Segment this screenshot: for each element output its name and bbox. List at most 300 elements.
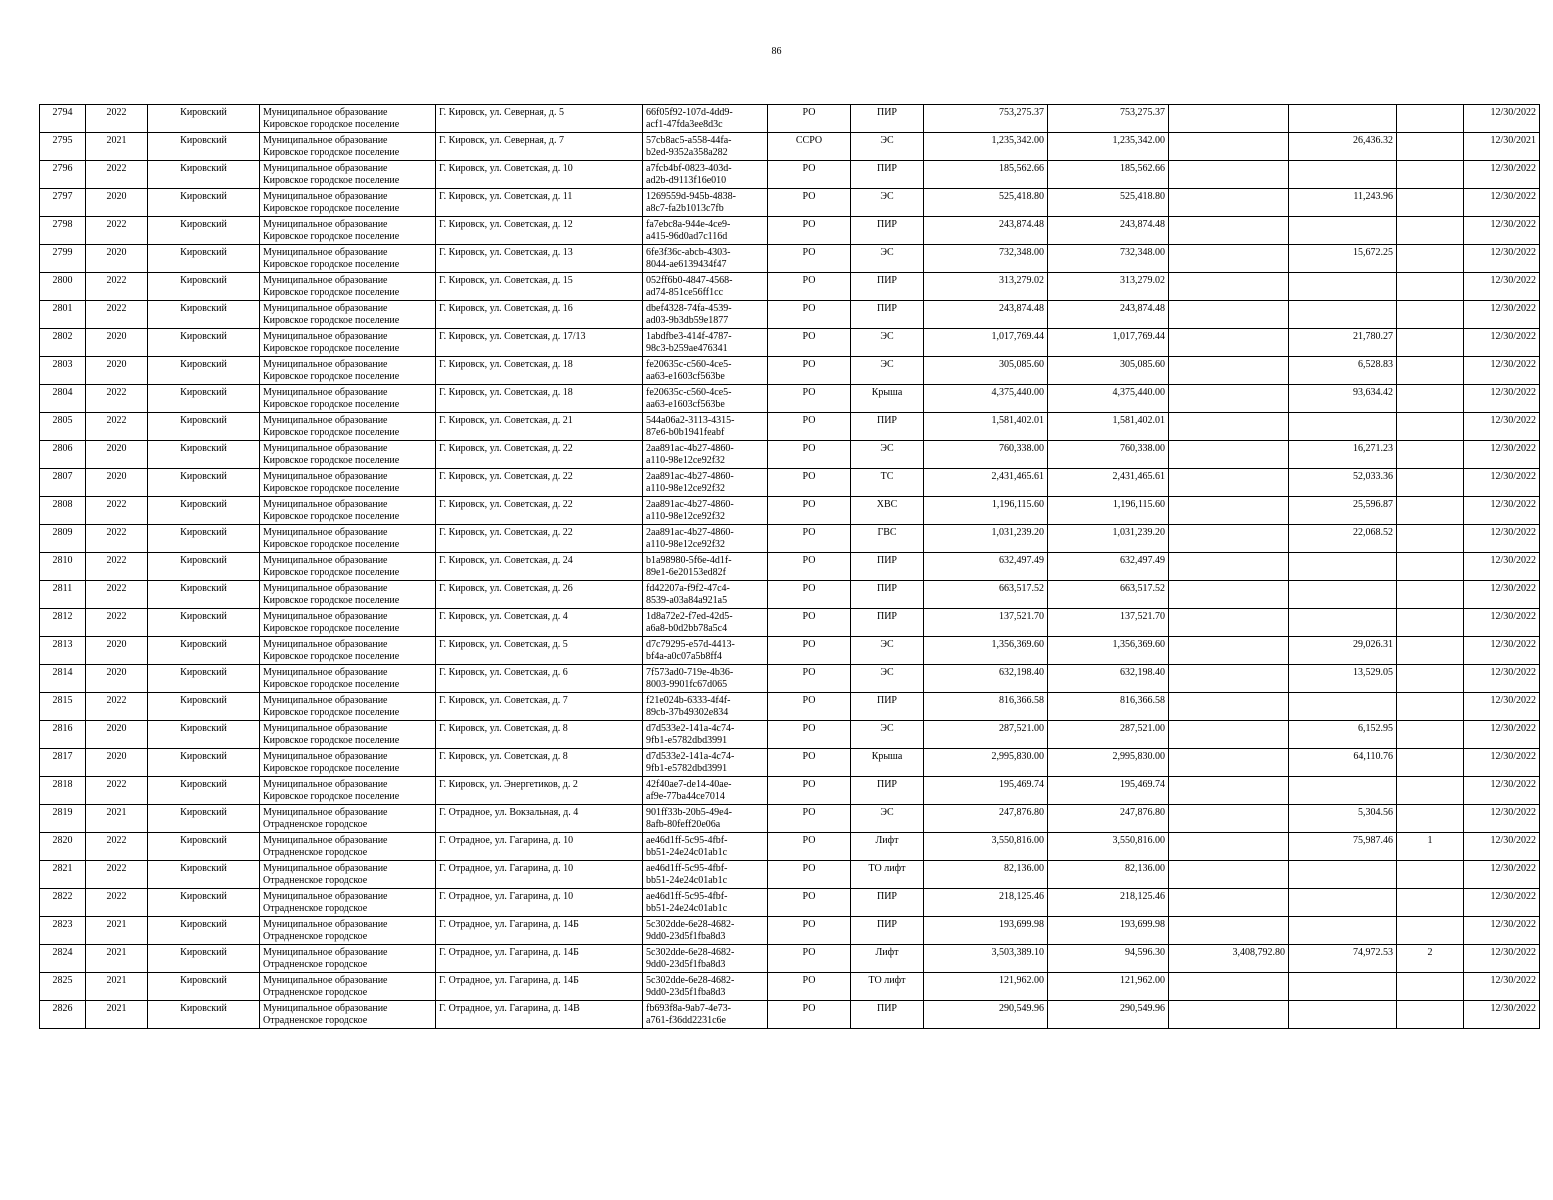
cell-units	[1397, 217, 1464, 245]
cell-address-text: Г. Кировск, ул. Советская, д. 7	[439, 695, 568, 706]
cell-deadline-text: 12/30/2022	[1490, 807, 1536, 818]
cell-year	[86, 357, 148, 385]
cell-municipality-text: Муниципальное образование	[263, 667, 388, 678]
cell-control-amount	[1289, 553, 1397, 581]
cell-control-amount	[1289, 749, 1397, 777]
cell-house-guid	[643, 105, 768, 133]
cell-year-text: 2020	[106, 359, 127, 370]
cell-address-text: Г. Отрадное, ул. Гагарина, д. 14Б	[439, 947, 579, 958]
cell-municipality-text: Муниципальное образование	[263, 1003, 388, 1014]
cell-house-guid-text: a110-98e12ce92f32	[646, 539, 726, 550]
cell-address-text: Г. Кировск, ул. Советская, д. 5	[439, 639, 568, 650]
cell-house-guid-text: f21e024b-6333-4f4f-	[646, 695, 731, 706]
cell-deadline	[1464, 161, 1540, 189]
cell-municipality	[260, 581, 436, 609]
cell-municipality-text: Отрадненское городское	[263, 875, 368, 886]
cell-deadline	[1464, 861, 1540, 889]
cell-row-number-text: 2807	[52, 471, 73, 482]
cell-house-guid-text: bf4a-a0c07a5b8ff4	[646, 651, 722, 662]
cell-work-type	[851, 413, 924, 441]
cell-municipality	[260, 917, 436, 945]
cell-year	[86, 833, 148, 861]
cell-address	[436, 217, 643, 245]
cell-deadline	[1464, 1001, 1540, 1029]
cell-year-text: 2022	[106, 387, 127, 398]
cell-fund-amount	[1048, 553, 1169, 581]
cell-year-text: 2021	[106, 807, 127, 818]
cell-municipality-text: Кировское городское поселение	[263, 791, 400, 802]
cell-year	[86, 917, 148, 945]
cell-total-cost	[924, 413, 1048, 441]
cell-year-text: 2022	[106, 779, 127, 790]
cell-fund-amount-text: 1,235,342.00	[1112, 135, 1165, 146]
table-row	[40, 833, 1540, 861]
table-row	[40, 777, 1540, 805]
cell-program-text: РО	[802, 695, 816, 706]
cell-house-guid	[643, 413, 768, 441]
cell-house-guid	[643, 385, 768, 413]
cell-district	[148, 637, 260, 665]
cell-fund-amount-text: 525,418.80	[1120, 191, 1165, 202]
cell-house-guid	[643, 861, 768, 889]
cell-work-type-text: ПИР	[876, 919, 897, 930]
cell-address	[436, 777, 643, 805]
cell-fund-amount-text: 632,198.40	[1120, 667, 1165, 678]
cell-year	[86, 385, 148, 413]
cell-total-cost	[924, 245, 1048, 273]
cell-year	[86, 945, 148, 973]
cell-house-guid-text: a761-f36dd2231c6e	[646, 1015, 726, 1026]
cell-house-guid	[643, 329, 768, 357]
cell-deadline-text: 12/30/2022	[1490, 667, 1536, 678]
cell-other-amount	[1169, 861, 1289, 889]
cell-house-guid	[643, 945, 768, 973]
cell-work-type	[851, 105, 924, 133]
cell-other-amount	[1169, 525, 1289, 553]
cell-program	[768, 273, 851, 301]
cell-address-text: Г. Кировск, ул. Советская, д. 15	[439, 275, 573, 286]
cell-fund-amount-text: 1,031,239.20	[1112, 527, 1165, 538]
cell-municipality-text: Кировское городское поселение	[263, 315, 400, 326]
cell-units	[1397, 665, 1464, 693]
cell-control-amount	[1289, 861, 1397, 889]
cell-deadline-text: 12/30/2022	[1490, 107, 1536, 118]
cell-municipality-text: Кировское городское поселение	[263, 259, 400, 270]
cell-program	[768, 917, 851, 945]
cell-address-text: Г. Кировск, ул. Советская, д. 22	[439, 471, 573, 482]
cell-fund-amount	[1048, 413, 1169, 441]
cell-year-text: 2022	[106, 835, 127, 846]
cell-year	[86, 861, 148, 889]
cell-work-type	[851, 133, 924, 161]
cell-total-cost-text: 137,521.70	[999, 611, 1044, 622]
cell-deadline	[1464, 889, 1540, 917]
cell-year	[86, 693, 148, 721]
cell-municipality	[260, 525, 436, 553]
cell-other-amount	[1169, 973, 1289, 1001]
cell-total-cost-text: 753,275.37	[999, 107, 1044, 118]
cell-row-number	[40, 805, 86, 833]
cell-address-text: Г. Кировск, ул. Советская, д. 21	[439, 415, 573, 426]
cell-work-type-text: ПИР	[876, 219, 897, 230]
cell-program	[768, 413, 851, 441]
cell-row-number-text: 2795	[52, 135, 73, 146]
cell-row-number	[40, 721, 86, 749]
cell-municipality-text: Муниципальное образование	[263, 947, 388, 958]
cell-address	[436, 189, 643, 217]
cell-work-type	[851, 609, 924, 637]
cell-house-guid-text: aa63-e1603cf563be	[646, 399, 725, 410]
cell-other-amount	[1169, 441, 1289, 469]
cell-program	[768, 469, 851, 497]
cell-other-amount	[1169, 805, 1289, 833]
cell-district-text: Кировский	[180, 779, 227, 790]
cell-municipality	[260, 553, 436, 581]
cell-fund-amount-text: 313,279.02	[1120, 275, 1165, 286]
cell-deadline-text: 12/30/2022	[1490, 639, 1536, 650]
cell-deadline-text: 12/30/2022	[1490, 779, 1536, 790]
cell-fund-amount-text: 290,549.96	[1120, 1003, 1165, 1014]
cell-year	[86, 161, 148, 189]
cell-district	[148, 581, 260, 609]
cell-house-guid-text: a110-98e12ce92f32	[646, 455, 726, 466]
cell-total-cost	[924, 301, 1048, 329]
cell-district-text: Кировский	[180, 751, 227, 762]
cell-municipality-text: Кировское городское поселение	[263, 539, 400, 550]
table-row	[40, 749, 1540, 777]
cell-total-cost-text: 313,279.02	[999, 275, 1044, 286]
cell-fund-amount	[1048, 861, 1169, 889]
cell-municipality	[260, 469, 436, 497]
cell-work-type-text: ПИР	[876, 779, 897, 790]
cell-work-type-text: ПИР	[876, 107, 897, 118]
cell-other-amount	[1169, 413, 1289, 441]
cell-row-number-text: 2821	[52, 863, 73, 874]
cell-municipality	[260, 721, 436, 749]
cell-total-cost	[924, 161, 1048, 189]
cell-fund-amount	[1048, 217, 1169, 245]
cell-row-number-text: 2801	[52, 303, 73, 314]
cell-program	[768, 609, 851, 637]
cell-address	[436, 525, 643, 553]
cell-district	[148, 357, 260, 385]
cell-municipality-text: Муниципальное образование	[263, 331, 388, 342]
cell-program-text: РО	[802, 639, 816, 650]
cell-year	[86, 133, 148, 161]
cell-units	[1397, 497, 1464, 525]
cell-district	[148, 945, 260, 973]
cell-row-number	[40, 945, 86, 973]
cell-work-type	[851, 329, 924, 357]
cell-address	[436, 581, 643, 609]
cell-units	[1397, 861, 1464, 889]
table-row	[40, 329, 1540, 357]
cell-control-amount-text: 6,528.83	[1358, 359, 1393, 370]
cell-units	[1397, 833, 1464, 861]
cell-municipality	[260, 609, 436, 637]
cell-year-text: 2022	[106, 611, 127, 622]
cell-district	[148, 833, 260, 861]
cell-year-text: 2022	[106, 527, 127, 538]
cell-year-text: 2022	[106, 583, 127, 594]
cell-house-guid-text: 8044-ae6139434f47	[646, 259, 727, 270]
cell-row-number-text: 2800	[52, 275, 73, 286]
cell-total-cost	[924, 385, 1048, 413]
cell-fund-amount-text: 1,356,369.60	[1112, 639, 1165, 650]
cell-fund-amount-text: 243,874.48	[1120, 303, 1165, 314]
cell-year	[86, 189, 148, 217]
cell-work-type	[851, 273, 924, 301]
cell-year	[86, 497, 148, 525]
cell-control-amount	[1289, 889, 1397, 917]
cell-deadline	[1464, 301, 1540, 329]
cell-control-amount	[1289, 301, 1397, 329]
cell-address-text: Г. Кировск, ул. Советская, д. 16	[439, 303, 573, 314]
cell-fund-amount	[1048, 665, 1169, 693]
cell-address	[436, 273, 643, 301]
cell-municipality-text: Муниципальное образование	[263, 443, 388, 454]
cell-total-cost-text: 287,521.00	[999, 723, 1044, 734]
cell-row-number	[40, 525, 86, 553]
table-row	[40, 497, 1540, 525]
cell-house-guid-text: ae46d1ff-5c95-4fbf-	[646, 891, 728, 902]
cell-program-text: РО	[802, 807, 816, 818]
cell-house-guid	[643, 1001, 768, 1029]
cell-district-text: Кировский	[180, 275, 227, 286]
cell-control-amount	[1289, 581, 1397, 609]
cell-address-text: Г. Отрадное, ул. Гагарина, д. 14Б	[439, 975, 579, 986]
cell-units	[1397, 413, 1464, 441]
cell-other-amount	[1169, 889, 1289, 917]
cell-program	[768, 833, 851, 861]
cell-house-guid-text: 5c302dde-6e28-4682-	[646, 947, 735, 958]
cell-house-guid	[643, 917, 768, 945]
cell-address-text: Г. Кировск, ул. Советская, д. 8	[439, 723, 568, 734]
cell-units	[1397, 777, 1464, 805]
cell-work-type-text: ЭС	[880, 443, 894, 454]
cell-municipality-text: Кировское городское поселение	[263, 119, 400, 130]
cell-house-guid-text: a7fcb4bf-0823-403d-	[646, 163, 732, 174]
cell-deadline	[1464, 525, 1540, 553]
cell-municipality-text: Отрадненское городское	[263, 1015, 368, 1026]
cell-house-guid-text: bb51-24e24c01ab1c	[646, 875, 728, 886]
cell-district	[148, 189, 260, 217]
cell-row-number-text: 2817	[52, 751, 73, 762]
cell-work-type-text: Лифт	[875, 947, 899, 958]
cell-row-number-text: 2799	[52, 247, 73, 258]
cell-work-type-text: ХВС	[876, 499, 898, 510]
table-row	[40, 525, 1540, 553]
cell-address	[436, 301, 643, 329]
cell-row-number	[40, 889, 86, 917]
cell-fund-amount-text: 2,995,830.00	[1112, 751, 1165, 762]
cell-other-amount	[1169, 749, 1289, 777]
cell-municipality	[260, 945, 436, 973]
cell-row-number-text: 2812	[52, 611, 73, 622]
cell-units	[1397, 385, 1464, 413]
table-row	[40, 301, 1540, 329]
cell-control-amount	[1289, 329, 1397, 357]
cell-deadline-text: 12/30/2022	[1490, 583, 1536, 594]
cell-fund-amount-text: 195,469.74	[1120, 779, 1165, 790]
cell-fund-amount-text: 94,596.30	[1125, 947, 1165, 958]
cell-address	[436, 553, 643, 581]
cell-units	[1397, 945, 1464, 973]
cell-total-cost-text: 4,375,440.00	[991, 387, 1044, 398]
cell-deadline-text: 12/30/2022	[1490, 919, 1536, 930]
cell-year-text: 2021	[106, 947, 127, 958]
cell-row-number	[40, 413, 86, 441]
cell-deadline	[1464, 553, 1540, 581]
cell-row-number	[40, 609, 86, 637]
cell-deadline	[1464, 917, 1540, 945]
cell-municipality	[260, 441, 436, 469]
table-row	[40, 133, 1540, 161]
cell-deadline	[1464, 637, 1540, 665]
cell-municipality-text: Муниципальное образование	[263, 723, 388, 734]
cell-other-amount	[1169, 497, 1289, 525]
register-body	[40, 105, 1540, 1029]
cell-district	[148, 329, 260, 357]
cell-district-text: Кировский	[180, 639, 227, 650]
cell-year-text: 2020	[106, 667, 127, 678]
cell-municipality-text: Муниципальное образование	[263, 807, 388, 818]
cell-fund-amount-text: 247,876.80	[1120, 807, 1165, 818]
cell-address-text: Г. Кировск, ул. Советская, д. 24	[439, 555, 573, 566]
cell-fund-amount	[1048, 917, 1169, 945]
cell-house-guid-text: af9e-77ba44ce7014	[646, 791, 725, 802]
cell-house-guid-text: 8003-9901fc67d065	[646, 679, 728, 690]
cell-year	[86, 245, 148, 273]
cell-row-number-text: 2805	[52, 415, 73, 426]
cell-work-type-text: ЭС	[880, 667, 894, 678]
cell-house-guid	[643, 637, 768, 665]
cell-control-amount-text: 13,529.05	[1353, 667, 1393, 678]
cell-deadline-text: 12/30/2022	[1490, 275, 1536, 286]
cell-municipality-text: Муниципальное образование	[263, 163, 388, 174]
cell-year-text: 2022	[106, 555, 127, 566]
cell-district	[148, 805, 260, 833]
cell-deadline-text: 12/30/2022	[1490, 863, 1536, 874]
cell-other-amount	[1169, 329, 1289, 357]
cell-other-amount	[1169, 469, 1289, 497]
cell-address	[436, 105, 643, 133]
cell-total-cost	[924, 357, 1048, 385]
table-row	[40, 973, 1540, 1001]
cell-row-number	[40, 161, 86, 189]
cell-program-text: РО	[802, 919, 816, 930]
cell-house-guid	[643, 441, 768, 469]
cell-control-amount	[1289, 917, 1397, 945]
cell-municipality-text: Кировское городское поселение	[263, 511, 400, 522]
cell-deadline	[1464, 133, 1540, 161]
cell-house-guid-text: 87e6-b0b1941feabf	[646, 427, 725, 438]
cell-total-cost	[924, 805, 1048, 833]
cell-year	[86, 581, 148, 609]
cell-address-text: Г. Кировск, ул. Советская, д. 11	[439, 191, 573, 202]
cell-municipality	[260, 805, 436, 833]
cell-deadline-text: 12/30/2022	[1490, 163, 1536, 174]
cell-address-text: Г. Кировск, ул. Энергетиков, д. 2	[439, 779, 578, 790]
cell-other-amount	[1169, 917, 1289, 945]
cell-program	[768, 637, 851, 665]
cell-district	[148, 1001, 260, 1029]
cell-fund-amount	[1048, 301, 1169, 329]
cell-row-number-text: 2804	[52, 387, 73, 398]
cell-deadline	[1464, 973, 1540, 1001]
cell-program-text: РО	[802, 275, 816, 286]
cell-other-amount	[1169, 189, 1289, 217]
cell-house-guid-text: bb51-24e24c01ab1c	[646, 847, 728, 858]
cell-fund-amount	[1048, 329, 1169, 357]
cell-municipality-text: Муниципальное образование	[263, 919, 388, 930]
cell-fund-amount-text: 632,497.49	[1120, 555, 1165, 566]
cell-house-guid	[643, 973, 768, 1001]
cell-municipality-text: Кировское городское поселение	[263, 371, 400, 382]
cell-row-number	[40, 917, 86, 945]
cell-municipality	[260, 1001, 436, 1029]
cell-district	[148, 385, 260, 413]
cell-program	[768, 1001, 851, 1029]
cell-house-guid-text: d7d533e2-141a-4c74-	[646, 751, 735, 762]
cell-district	[148, 749, 260, 777]
cell-address	[436, 609, 643, 637]
cell-fund-amount	[1048, 189, 1169, 217]
cell-work-type	[851, 357, 924, 385]
cell-units	[1397, 693, 1464, 721]
cell-program	[768, 329, 851, 357]
cell-municipality	[260, 665, 436, 693]
cell-house-guid	[643, 161, 768, 189]
cell-municipality	[260, 245, 436, 273]
cell-fund-amount-text: 1,017,769.44	[1112, 331, 1165, 342]
cell-municipality-text: Муниципальное образование	[263, 751, 388, 762]
cell-district	[148, 217, 260, 245]
cell-house-guid-text: acf1-47fda3ee8d3c	[646, 119, 723, 130]
cell-work-type-text: ТО лифт	[868, 975, 906, 986]
cell-row-number	[40, 973, 86, 1001]
cell-units	[1397, 245, 1464, 273]
cell-fund-amount	[1048, 721, 1169, 749]
cell-district-text: Кировский	[180, 695, 227, 706]
cell-deadline	[1464, 357, 1540, 385]
cell-house-guid	[643, 665, 768, 693]
cell-control-amount-text: 74,972.53	[1353, 947, 1393, 958]
cell-year-text: 2022	[106, 499, 127, 510]
cell-municipality-text: Кировское городское поселение	[263, 147, 400, 158]
cell-year	[86, 665, 148, 693]
cell-deadline-text: 12/30/2022	[1490, 611, 1536, 622]
cell-program-text: РО	[802, 107, 816, 118]
cell-district-text: Кировский	[180, 191, 227, 202]
cell-fund-amount	[1048, 805, 1169, 833]
cell-other-amount	[1169, 133, 1289, 161]
cell-year	[86, 553, 148, 581]
cell-year-text: 2020	[106, 639, 127, 650]
cell-municipality-text: Муниципальное образование	[263, 611, 388, 622]
cell-district-text: Кировский	[180, 863, 227, 874]
cell-other-amount	[1169, 637, 1289, 665]
cell-program-text: РО	[802, 191, 816, 202]
cell-house-guid	[643, 357, 768, 385]
cell-row-number	[40, 637, 86, 665]
cell-row-number-text: 2810	[52, 555, 73, 566]
cell-total-cost-text: 185,562.66	[999, 163, 1044, 174]
cell-municipality	[260, 693, 436, 721]
cell-fund-amount-text: 1,196,115.60	[1112, 499, 1165, 510]
cell-municipality-text: Муниципальное образование	[263, 387, 388, 398]
cell-total-cost-text: 193,699.98	[999, 919, 1044, 930]
